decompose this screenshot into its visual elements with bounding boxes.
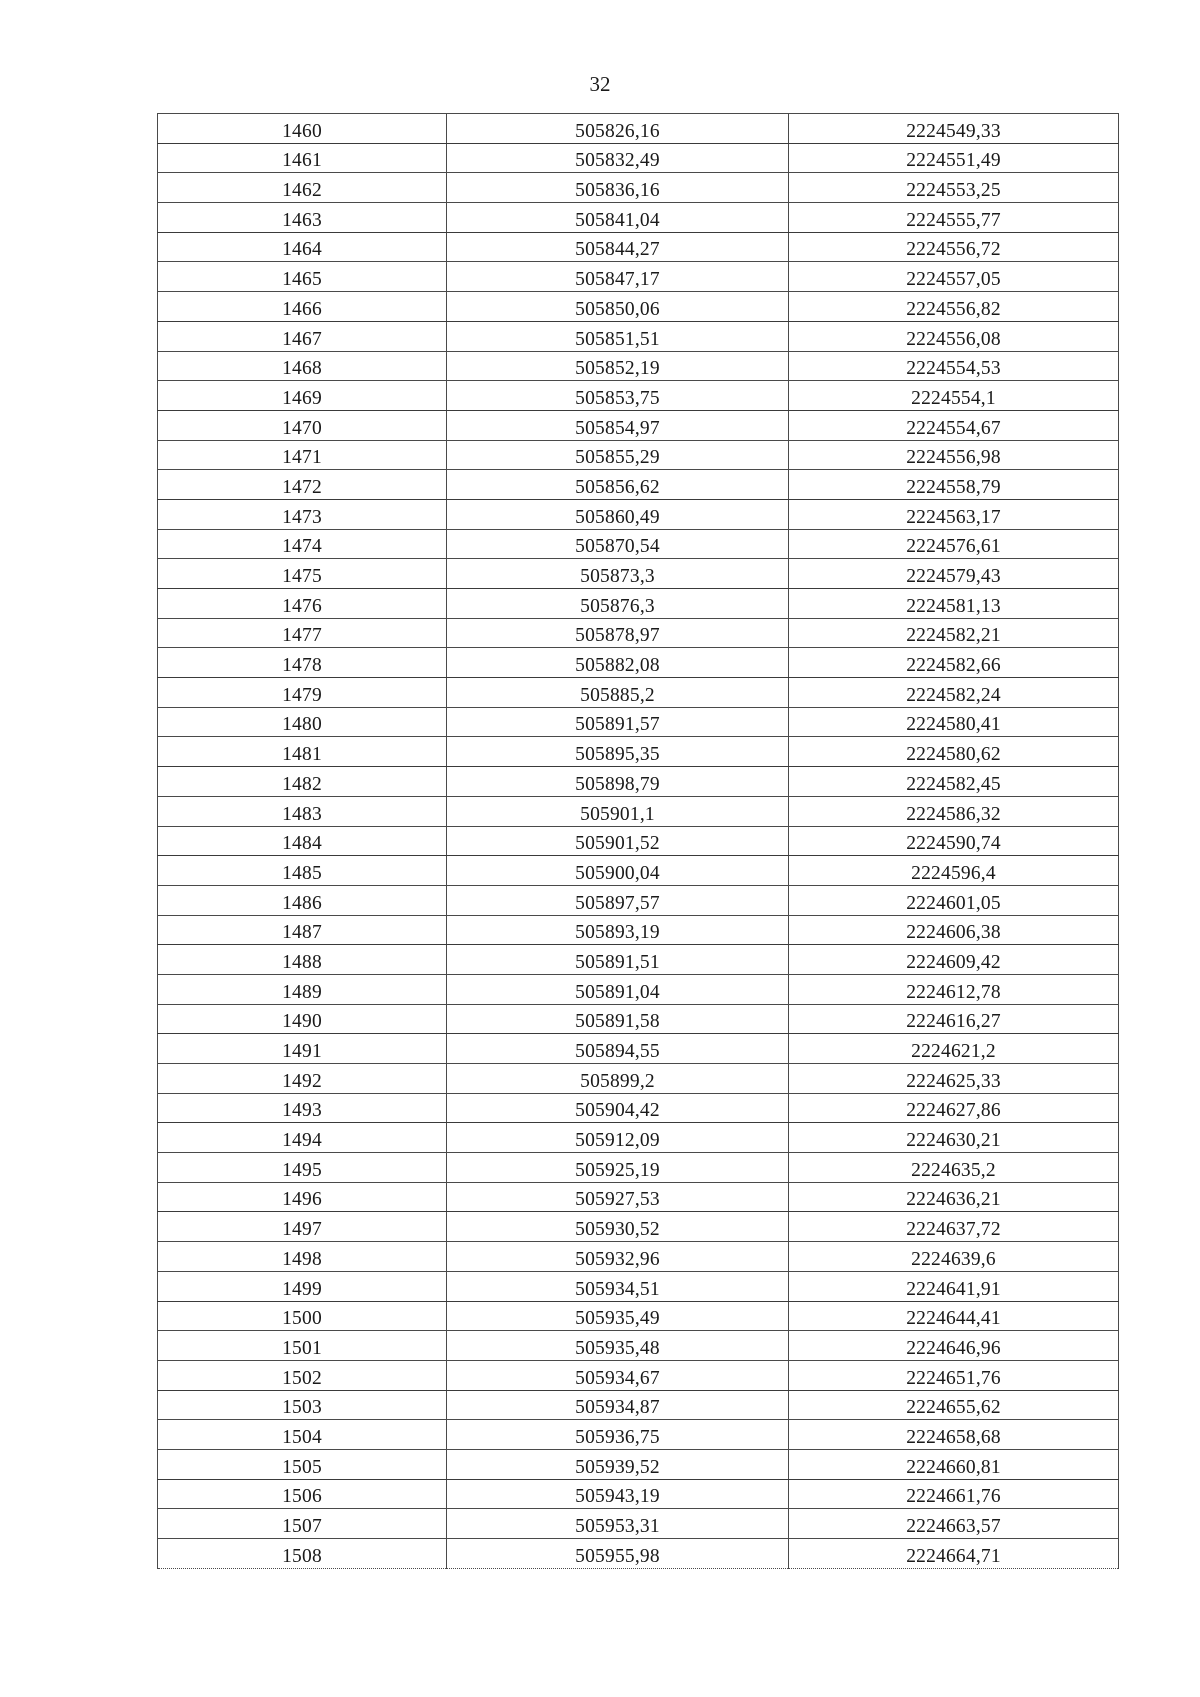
- x-coordinate-cell: 505925,19: [447, 1153, 789, 1183]
- point-number-cell: 1474: [158, 529, 447, 559]
- point-number-cell: 1496: [158, 1182, 447, 1212]
- point-number-cell: 1507: [158, 1509, 447, 1539]
- point-number-cell: 1505: [158, 1449, 447, 1479]
- x-coordinate-cell: 505882,08: [447, 648, 789, 678]
- point-number-cell: 1499: [158, 1271, 447, 1301]
- table-row: [158, 648, 1119, 678]
- table-row: [158, 1479, 1119, 1509]
- y-coordinate-cell: 2224582,21: [789, 618, 1119, 648]
- y-coordinate-cell: 2224582,45: [789, 767, 1119, 797]
- x-coordinate-cell: 505935,49: [447, 1301, 789, 1331]
- y-coordinate-cell: 2224576,61: [789, 529, 1119, 559]
- y-coordinate-cell: 2224655,62: [789, 1390, 1119, 1420]
- table-row: [158, 1064, 1119, 1094]
- y-coordinate-cell: 2224557,05: [789, 262, 1119, 292]
- table-row: [158, 1539, 1119, 1569]
- x-coordinate-cell: 505852,19: [447, 351, 789, 381]
- x-coordinate-cell: 505930,52: [447, 1212, 789, 1242]
- x-coordinate-cell: 505934,87: [447, 1390, 789, 1420]
- table-row: [158, 737, 1119, 767]
- table-row: [158, 1301, 1119, 1331]
- y-coordinate-cell: 2224580,41: [789, 707, 1119, 737]
- y-coordinate-cell: 2224625,33: [789, 1064, 1119, 1094]
- point-number-cell: 1470: [158, 410, 447, 440]
- x-coordinate-cell: 505895,35: [447, 737, 789, 767]
- table-row: [158, 1034, 1119, 1064]
- point-number-cell: 1481: [158, 737, 447, 767]
- y-coordinate-cell: 2224646,96: [789, 1331, 1119, 1361]
- point-number-cell: 1508: [158, 1539, 447, 1569]
- x-coordinate-cell: 505853,75: [447, 381, 789, 411]
- x-coordinate-cell: 505939,52: [447, 1449, 789, 1479]
- y-coordinate-cell: 2224549,33: [789, 114, 1119, 144]
- y-coordinate-cell: 2224551,49: [789, 143, 1119, 173]
- x-coordinate-cell: 505900,04: [447, 856, 789, 886]
- y-coordinate-cell: 2224581,13: [789, 589, 1119, 619]
- x-coordinate-cell: 505901,1: [447, 796, 789, 826]
- coordinates-table-body: [158, 114, 1119, 1569]
- point-number-cell: 1485: [158, 856, 447, 886]
- y-coordinate-cell: 2224556,82: [789, 292, 1119, 322]
- y-coordinate-cell: 2224609,42: [789, 945, 1119, 975]
- x-coordinate-cell: 505891,04: [447, 974, 789, 1004]
- x-coordinate-cell: 505955,98: [447, 1539, 789, 1569]
- point-number-cell: 1500: [158, 1301, 447, 1331]
- table-row: [158, 945, 1119, 975]
- point-number-cell: 1460: [158, 114, 447, 144]
- x-coordinate-cell: 505854,97: [447, 410, 789, 440]
- x-coordinate-cell: 505934,51: [447, 1271, 789, 1301]
- table-row: [158, 1271, 1119, 1301]
- point-number-cell: 1488: [158, 945, 447, 975]
- point-number-cell: 1467: [158, 321, 447, 351]
- x-coordinate-cell: 505844,27: [447, 232, 789, 262]
- table-row: [158, 1360, 1119, 1390]
- y-coordinate-cell: 2224660,81: [789, 1449, 1119, 1479]
- table-row: [158, 974, 1119, 1004]
- point-number-cell: 1504: [158, 1420, 447, 1450]
- y-coordinate-cell: 2224596,4: [789, 856, 1119, 886]
- point-number-cell: 1478: [158, 648, 447, 678]
- y-coordinate-cell: 2224558,79: [789, 470, 1119, 500]
- point-number-cell: 1491: [158, 1034, 447, 1064]
- y-coordinate-cell: 2224554,67: [789, 410, 1119, 440]
- table-row: [158, 707, 1119, 737]
- y-coordinate-cell: 2224579,43: [789, 559, 1119, 589]
- point-number-cell: 1479: [158, 678, 447, 708]
- point-number-cell: 1468: [158, 351, 447, 381]
- y-coordinate-cell: 2224644,41: [789, 1301, 1119, 1331]
- y-coordinate-cell: 2224616,27: [789, 1004, 1119, 1034]
- x-coordinate-cell: 505876,3: [447, 589, 789, 619]
- x-coordinate-cell: 505851,51: [447, 321, 789, 351]
- point-number-cell: 1484: [158, 826, 447, 856]
- y-coordinate-cell: 2224580,62: [789, 737, 1119, 767]
- table-row: [158, 1153, 1119, 1183]
- x-coordinate-cell: 505943,19: [447, 1479, 789, 1509]
- x-coordinate-cell: 505932,96: [447, 1242, 789, 1272]
- table-row: [158, 1509, 1119, 1539]
- table-row: [158, 381, 1119, 411]
- table-row: [158, 232, 1119, 262]
- point-number-cell: 1466: [158, 292, 447, 322]
- y-coordinate-cell: 2224637,72: [789, 1212, 1119, 1242]
- y-coordinate-cell: 2224612,78: [789, 974, 1119, 1004]
- y-coordinate-cell: 2224582,24: [789, 678, 1119, 708]
- table-row: [158, 826, 1119, 856]
- y-coordinate-cell: 2224555,77: [789, 203, 1119, 233]
- table-row: [158, 321, 1119, 351]
- x-coordinate-cell: 505904,42: [447, 1093, 789, 1123]
- table-row: [158, 678, 1119, 708]
- y-coordinate-cell: 2224554,53: [789, 351, 1119, 381]
- x-coordinate-cell: 505891,51: [447, 945, 789, 975]
- y-coordinate-cell: 2224641,91: [789, 1271, 1119, 1301]
- table-row: [158, 589, 1119, 619]
- x-coordinate-cell: 505893,19: [447, 915, 789, 945]
- table-row: [158, 262, 1119, 292]
- x-coordinate-cell: 505891,58: [447, 1004, 789, 1034]
- table-row: [158, 114, 1119, 144]
- point-number-cell: 1469: [158, 381, 447, 411]
- table-row: [158, 1093, 1119, 1123]
- y-coordinate-cell: 2224556,08: [789, 321, 1119, 351]
- table-row: [158, 1242, 1119, 1272]
- table-row: [158, 173, 1119, 203]
- point-number-cell: 1462: [158, 173, 447, 203]
- coordinates-table: [157, 113, 1119, 1569]
- table-row: [158, 856, 1119, 886]
- table-row: [158, 351, 1119, 381]
- x-coordinate-cell: 505901,52: [447, 826, 789, 856]
- table-row: [158, 1331, 1119, 1361]
- x-coordinate-cell: 505873,3: [447, 559, 789, 589]
- x-coordinate-cell: 505856,62: [447, 470, 789, 500]
- point-number-cell: 1492: [158, 1064, 447, 1094]
- point-number-cell: 1497: [158, 1212, 447, 1242]
- point-number-cell: 1461: [158, 143, 447, 173]
- point-number-cell: 1471: [158, 440, 447, 470]
- table-row: [158, 618, 1119, 648]
- y-coordinate-cell: 2224630,21: [789, 1123, 1119, 1153]
- y-coordinate-cell: 2224661,76: [789, 1479, 1119, 1509]
- x-coordinate-cell: 505898,79: [447, 767, 789, 797]
- table-row: [158, 796, 1119, 826]
- point-number-cell: 1490: [158, 1004, 447, 1034]
- table-row: [158, 1182, 1119, 1212]
- point-number-cell: 1486: [158, 885, 447, 915]
- y-coordinate-cell: 2224663,57: [789, 1509, 1119, 1539]
- table-row: [158, 440, 1119, 470]
- y-coordinate-cell: 2224601,05: [789, 885, 1119, 915]
- x-coordinate-cell: 505860,49: [447, 499, 789, 529]
- table-row: [158, 1420, 1119, 1450]
- point-number-cell: 1501: [158, 1331, 447, 1361]
- y-coordinate-cell: 2224621,2: [789, 1034, 1119, 1064]
- table-row: [158, 499, 1119, 529]
- point-number-cell: 1495: [158, 1153, 447, 1183]
- point-number-cell: 1489: [158, 974, 447, 1004]
- table-row: [158, 470, 1119, 500]
- x-coordinate-cell: 505841,04: [447, 203, 789, 233]
- y-coordinate-cell: 2224563,17: [789, 499, 1119, 529]
- x-coordinate-cell: 505870,54: [447, 529, 789, 559]
- table-row: [158, 1449, 1119, 1479]
- y-coordinate-cell: 2224586,32: [789, 796, 1119, 826]
- x-coordinate-cell: 505878,97: [447, 618, 789, 648]
- point-number-cell: 1465: [158, 262, 447, 292]
- x-coordinate-cell: 505832,49: [447, 143, 789, 173]
- table-row: [158, 559, 1119, 589]
- x-coordinate-cell: 505912,09: [447, 1123, 789, 1153]
- table-row: [158, 292, 1119, 322]
- x-coordinate-cell: 505927,53: [447, 1182, 789, 1212]
- y-coordinate-cell: 2224658,68: [789, 1420, 1119, 1450]
- point-number-cell: 1477: [158, 618, 447, 648]
- table-row: [158, 203, 1119, 233]
- x-coordinate-cell: 505935,48: [447, 1331, 789, 1361]
- y-coordinate-cell: 2224582,66: [789, 648, 1119, 678]
- x-coordinate-cell: 505899,2: [447, 1064, 789, 1094]
- point-number-cell: 1482: [158, 767, 447, 797]
- y-coordinate-cell: 2224590,74: [789, 826, 1119, 856]
- y-coordinate-cell: 2224639,6: [789, 1242, 1119, 1272]
- point-number-cell: 1472: [158, 470, 447, 500]
- table-row: [158, 885, 1119, 915]
- point-number-cell: 1493: [158, 1093, 447, 1123]
- table-row: [158, 767, 1119, 797]
- point-number-cell: 1463: [158, 203, 447, 233]
- y-coordinate-cell: 2224651,76: [789, 1360, 1119, 1390]
- point-number-cell: 1464: [158, 232, 447, 262]
- x-coordinate-cell: 505885,2: [447, 678, 789, 708]
- point-number-cell: 1494: [158, 1123, 447, 1153]
- x-coordinate-cell: 505847,17: [447, 262, 789, 292]
- table-row: [158, 1004, 1119, 1034]
- table-row: [158, 915, 1119, 945]
- table-row: [158, 1390, 1119, 1420]
- point-number-cell: 1473: [158, 499, 447, 529]
- x-coordinate-cell: 505855,29: [447, 440, 789, 470]
- y-coordinate-cell: 2224635,2: [789, 1153, 1119, 1183]
- x-coordinate-cell: 505953,31: [447, 1509, 789, 1539]
- x-coordinate-cell: 505826,16: [447, 114, 789, 144]
- table-row: [158, 1212, 1119, 1242]
- x-coordinate-cell: 505894,55: [447, 1034, 789, 1064]
- y-coordinate-cell: 2224636,21: [789, 1182, 1119, 1212]
- y-coordinate-cell: 2224553,25: [789, 173, 1119, 203]
- page-number: 32: [589, 72, 611, 96]
- x-coordinate-cell: 505850,06: [447, 292, 789, 322]
- x-coordinate-cell: 505897,57: [447, 885, 789, 915]
- table-row: [158, 143, 1119, 173]
- table-row: [158, 410, 1119, 440]
- point-number-cell: 1502: [158, 1360, 447, 1390]
- y-coordinate-cell: 2224664,71: [789, 1539, 1119, 1569]
- point-number-cell: 1487: [158, 915, 447, 945]
- x-coordinate-cell: 505934,67: [447, 1360, 789, 1390]
- point-number-cell: 1480: [158, 707, 447, 737]
- x-coordinate-cell: 505936,75: [447, 1420, 789, 1450]
- point-number-cell: 1506: [158, 1479, 447, 1509]
- point-number-cell: 1503: [158, 1390, 447, 1420]
- y-coordinate-cell: 2224554,1: [789, 381, 1119, 411]
- point-number-cell: 1475: [158, 559, 447, 589]
- y-coordinate-cell: 2224627,86: [789, 1093, 1119, 1123]
- x-coordinate-cell: 505836,16: [447, 173, 789, 203]
- y-coordinate-cell: 2224556,72: [789, 232, 1119, 262]
- table-row: [158, 529, 1119, 559]
- point-number-cell: 1476: [158, 589, 447, 619]
- point-number-cell: 1483: [158, 796, 447, 826]
- point-number-cell: 1498: [158, 1242, 447, 1272]
- y-coordinate-cell: 2224556,98: [789, 440, 1119, 470]
- x-coordinate-cell: 505891,57: [447, 707, 789, 737]
- table-row: [158, 1123, 1119, 1153]
- y-coordinate-cell: 2224606,38: [789, 915, 1119, 945]
